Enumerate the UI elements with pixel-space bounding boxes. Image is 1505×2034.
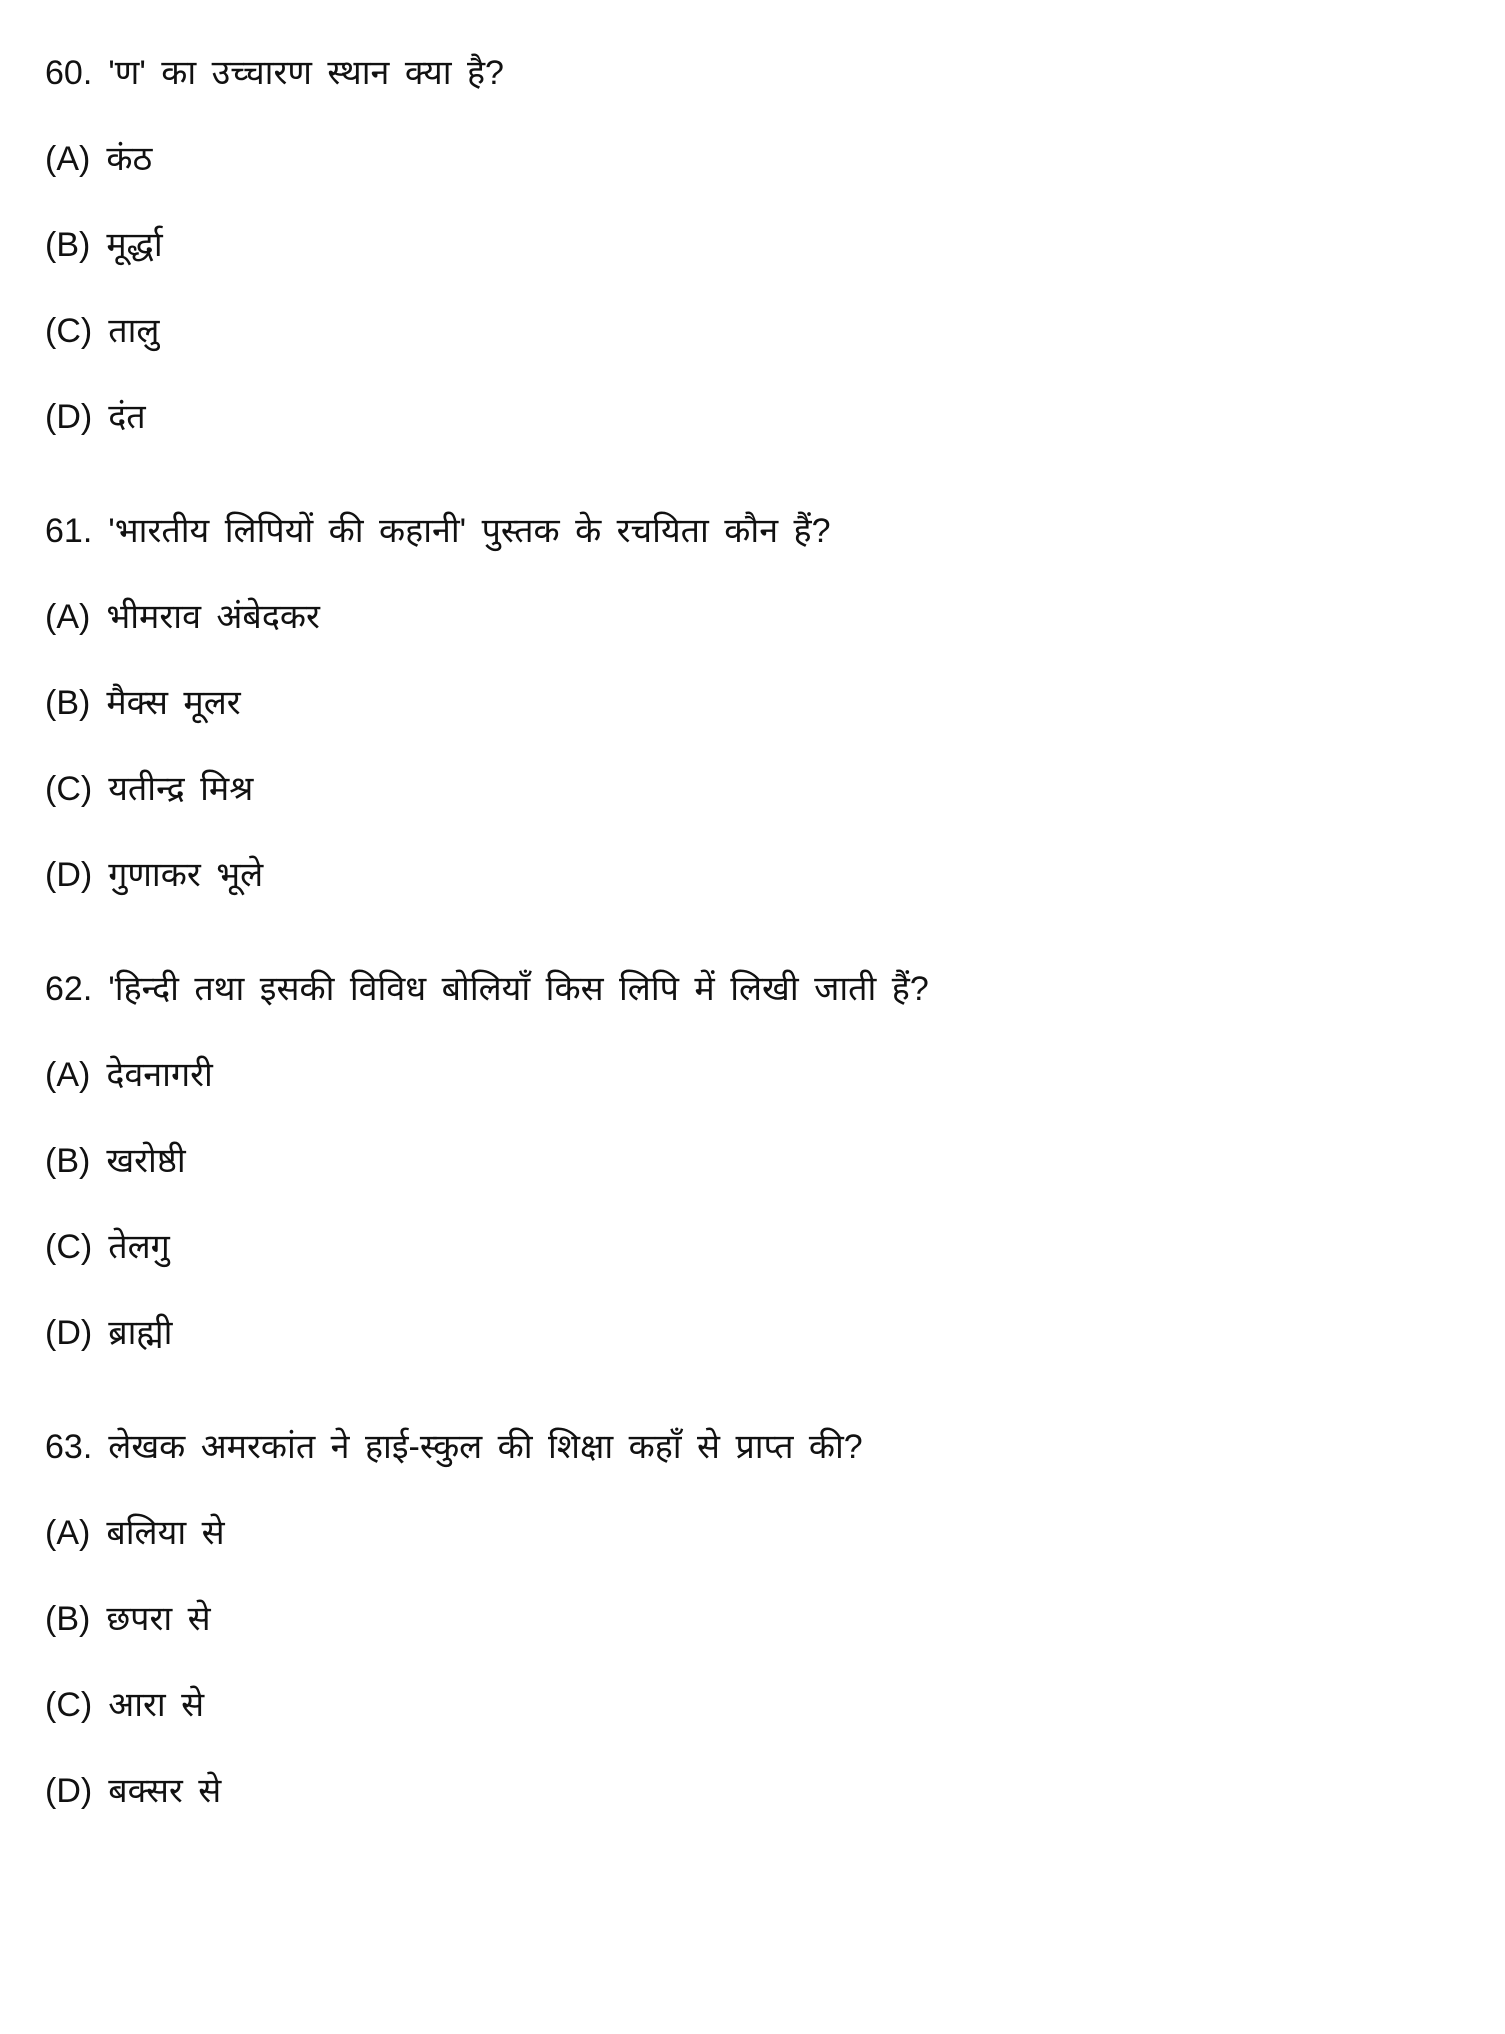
question-text: 'ण' का उच्चारण स्थान क्या है? [108,54,504,92]
option-text: कंठ [106,140,153,178]
option-row [45,1054,1465,1096]
question-number: 62. [45,970,93,1008]
option-text: दंत [108,398,146,436]
option-label: (A) [45,598,91,636]
option-row [45,1512,1465,1554]
option-label: (A) [45,1514,91,1552]
option-label: (C) [45,1686,93,1724]
option-row [45,1312,1465,1354]
question-text: 'भारतीय लिपियों की कहानी' पुस्तक के रचयिता कौन हैं? [108,512,831,550]
question-block-60 [45,52,1465,438]
option-row [45,224,1465,266]
option-row [45,768,1465,810]
question-number: 63. [45,1428,93,1466]
option-row [45,1684,1465,1726]
option-text: छपरा से [106,1600,211,1638]
option-row [45,1770,1465,1812]
option-label: (B) [45,684,91,722]
option-text: तालु [108,312,160,350]
option-row [45,596,1465,638]
option-row [45,682,1465,724]
option-label: (D) [45,1314,93,1352]
option-label: (C) [45,1228,93,1266]
question-block-61 [45,510,1465,896]
option-text: ब्राह्मी [108,1314,173,1352]
option-row [45,1226,1465,1268]
option-label: (D) [45,398,93,436]
option-label: (C) [45,770,93,808]
option-label: (D) [45,856,93,894]
question-line [45,1426,1465,1468]
option-label: (B) [45,1600,91,1638]
question-block-63 [45,1426,1465,1812]
option-text: गुणाकर भूले [108,856,264,894]
option-text: मूर्द्धा [106,226,163,264]
question-line [45,52,1465,94]
option-text: बलिया से [106,1514,225,1552]
option-text: यतीन्द्र मिश्र [108,770,254,808]
question-text: 'हिन्दी तथा इसकी विविध बोलियाँ किस लिपि में लिखी जाती हैं? [108,970,929,1008]
option-text: भीमराव अंबेदकर [106,598,320,636]
option-row [45,396,1465,438]
option-label: (B) [45,1142,91,1180]
option-label: (D) [45,1772,93,1810]
option-text: तेलगु [108,1228,170,1266]
option-row [45,1140,1465,1182]
option-text: खरोष्ठी [106,1142,186,1180]
option-label: (A) [45,1056,91,1094]
option-text: मैक्स मूलर [106,684,241,722]
option-text: देवनागरी [106,1056,213,1094]
option-label: (C) [45,312,93,350]
option-text: आरा से [108,1686,205,1724]
question-number: 60. [45,54,93,92]
question-line [45,510,1465,552]
question-text: लेखक अमरकांत ने हाई-स्कुल की शिक्षा कहाँ से प्राप्त की? [108,1428,863,1466]
question-line [45,968,1465,1010]
option-row [45,1598,1465,1640]
question-number: 61. [45,512,93,550]
option-label: (B) [45,226,91,264]
option-text: बक्सर से [108,1772,222,1810]
option-row [45,310,1465,352]
option-label: (A) [45,140,91,178]
option-row [45,854,1465,896]
option-row [45,138,1465,180]
question-block-62 [45,968,1465,1354]
